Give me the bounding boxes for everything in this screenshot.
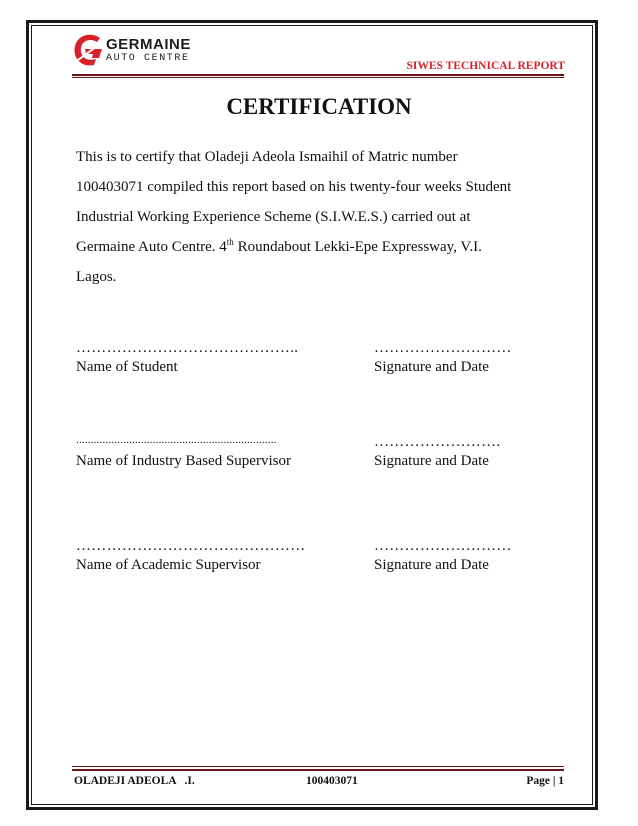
footer-rule (72, 769, 564, 771)
header-rule (72, 74, 564, 76)
logo-sub-text: AUTO CENTRE (106, 53, 190, 64)
paragraph-line: Lagos. (76, 269, 117, 285)
academic-signature-line (374, 538, 512, 574)
paragraph-line: Industrial Working Experience Scheme (S.I.W.E.S.) carried out at (76, 209, 471, 225)
footer-rule-thin (72, 766, 564, 767)
logo-brand-text: GERMAINE (106, 36, 191, 53)
paragraph-line: 100403071 compiled this report based on his twenty-four weeks Student (76, 179, 512, 195)
signature-dots: ……………………. (374, 434, 501, 450)
paragraph-line: Germaine Auto Centre. 4th Roundabout Lekki-Epe Expressway, V.I. (76, 237, 482, 255)
signature-dots: ……………………… (374, 538, 512, 554)
signature-date-label: Signature and Date (374, 359, 489, 375)
footer-page-number: Page | 1 (526, 775, 564, 787)
academic-supervisor-line (76, 538, 306, 574)
signature-dots: ……………………………………… (76, 538, 306, 554)
industry-supervisor-label: Name of Industry Based Supervisor (76, 453, 291, 469)
paragraph-line: This is to certify that Oladeji Adeola Ismaihil of Matric number (76, 149, 458, 165)
page-title: CERTIFICATION (226, 94, 412, 119)
footer-matric: 100403071 (306, 775, 358, 787)
signature-dots: …………………………………….. (76, 340, 299, 356)
footer-author: OLADEJI ADEOLA .I. (74, 775, 195, 787)
report-header-title: SIWES TECHNICAL REPORT (406, 60, 565, 72)
industry-signature-line (374, 434, 500, 470)
academic-supervisor-label: Name of Academic Supervisor (76, 557, 261, 573)
signature-dots: ……………………… (374, 340, 512, 356)
header-rule-thin (72, 77, 564, 78)
student-signature-line (374, 340, 512, 376)
signature-date-label: Signature and Date (374, 557, 489, 573)
student-name-line (76, 340, 298, 376)
certification-paragraph (76, 142, 564, 292)
student-name-label: Name of Student (76, 359, 178, 375)
signature-dots: .................................................................... (76, 434, 277, 446)
signature-date-label: Signature and Date (374, 453, 489, 469)
germaine-logo (72, 32, 207, 70)
industry-supervisor-line (76, 434, 291, 470)
logo-emblem-icon (72, 32, 104, 70)
